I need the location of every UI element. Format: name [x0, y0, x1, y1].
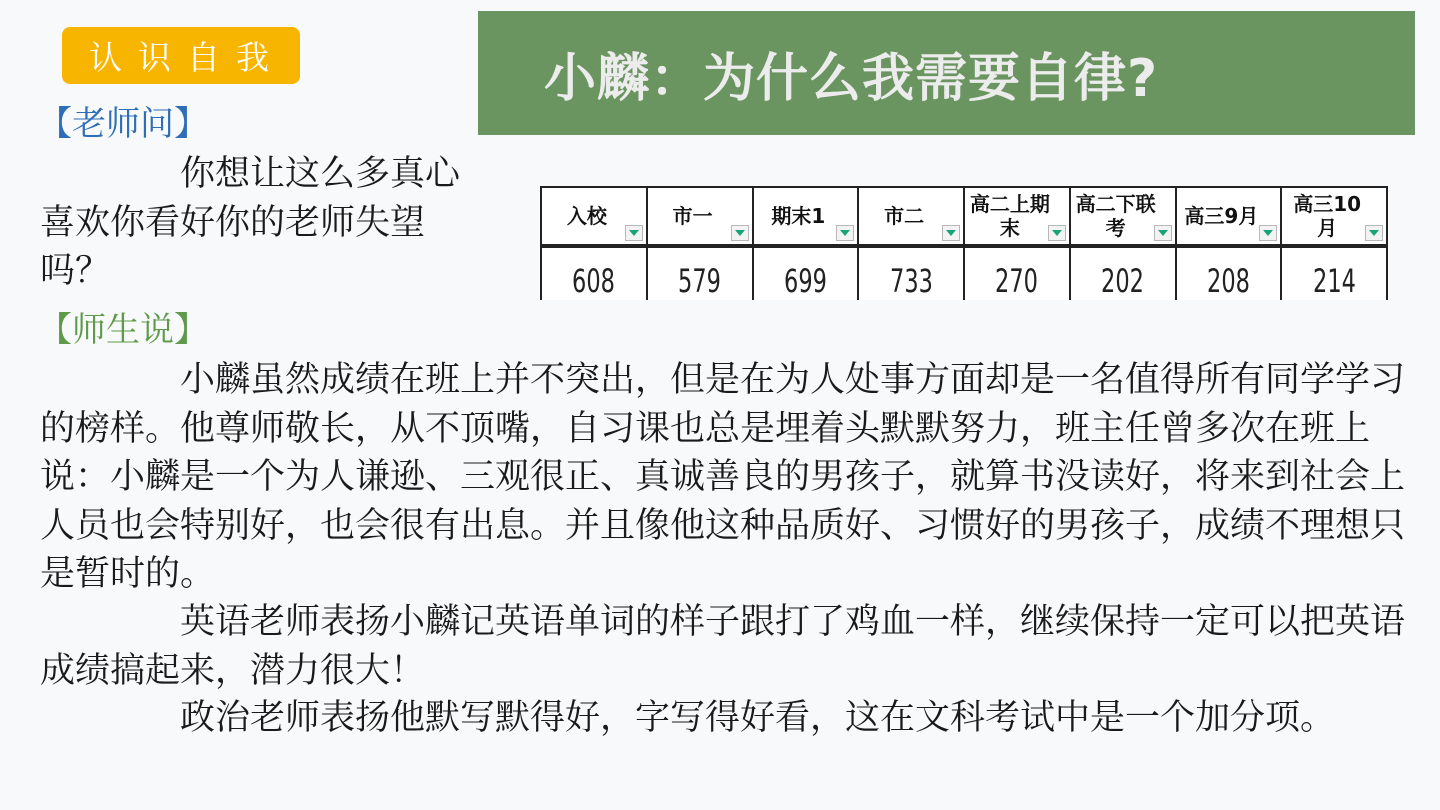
teacher-question-text: 你想让这么多真心喜欢你看好你的老师失望吗？	[40, 154, 461, 291]
score-table-row	[541, 246, 1387, 300]
score-header: 市二	[858, 187, 964, 246]
dropdown-filter-icon[interactable]	[625, 225, 643, 241]
teacher-student-label: 【师生说】	[38, 310, 208, 350]
dropdown-filter-icon[interactable]	[942, 225, 960, 241]
dropdown-filter-icon[interactable]	[1154, 225, 1172, 241]
story-paragraph: 政治老师表扬他默写默得好，字写得好看，这在文科考试中是一个加分项。	[180, 698, 1336, 738]
teacher-ask-label: 【老师问】	[38, 104, 208, 144]
score-header: 高三10月	[1281, 187, 1387, 246]
score-table-image	[540, 186, 1388, 300]
score-cell: 202	[1070, 246, 1176, 300]
score-header: 入校	[541, 187, 647, 246]
score-cell: 699	[753, 246, 859, 300]
title-banner	[478, 11, 1415, 135]
score-table-header-row	[541, 187, 1387, 246]
story-paragraph: 小麟虽然成绩在班上并不突出，但是在为人处事方面却是一名值得所有同学学习的榜样。他尊师敬长，从不顶嘴，自习课也总是埋着头默默努力，班主任曾多次在班上说：小麟是一个为人谦逊、三观很正、真诚善良的男孩子，就算书没读好，将来到社会上人员也会特别好，也会很有出息。并且像他这种品质好、习惯好的男孩子，成绩不理想只是暂时的。	[40, 360, 1406, 594]
page-title: 小麟：为什么我需要自律?	[544, 48, 1159, 109]
dropdown-filter-icon[interactable]	[1365, 225, 1383, 241]
score-cell: 579	[647, 246, 753, 300]
score-cell: 270	[964, 246, 1070, 300]
story-paragraph: 英语老师表扬小麟记英语单词的样子跟打了鸡血一样，继续保持一定可以把英语成绩搞起来，潜力很大！	[40, 602, 1406, 691]
score-header: 高二下联考	[1070, 187, 1176, 246]
score-header: 高二上期末	[964, 187, 1070, 246]
dropdown-filter-icon[interactable]	[1259, 225, 1277, 241]
score-cell: 608	[541, 246, 647, 300]
score-cell: 733	[858, 246, 964, 300]
score-cell: 214	[1281, 246, 1387, 300]
dropdown-filter-icon[interactable]	[731, 225, 749, 241]
score-header: 期末1	[753, 187, 859, 246]
score-table	[540, 186, 1388, 300]
section-badge: 认识自我	[62, 27, 300, 84]
dropdown-filter-icon[interactable]	[836, 225, 854, 241]
score-header: 高三9月	[1176, 187, 1282, 246]
dropdown-filter-icon[interactable]	[1048, 225, 1066, 241]
score-cell: 208	[1176, 246, 1282, 300]
score-header: 市一	[647, 187, 753, 246]
